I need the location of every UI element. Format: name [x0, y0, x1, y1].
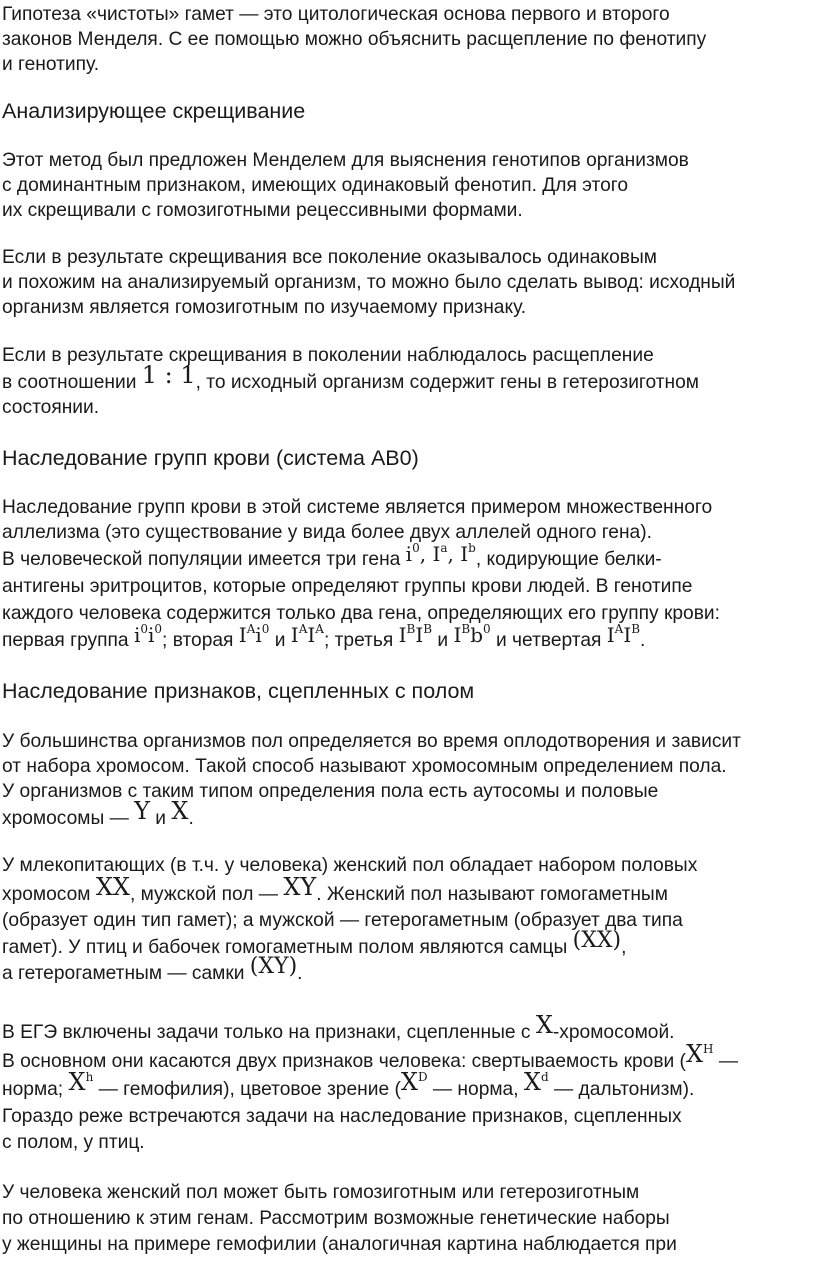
genotype-IAIB: $I^AI^B$ [606, 622, 641, 647]
xx-symbol: XX [95, 872, 130, 901]
xD-symbol: $X^D$ [400, 1068, 428, 1096]
multiple-allelism-paragraph: Наследование групп крови в этой системе является примером множественного аллелизма (это существование у вида более двух аллелей одного гена). [2, 497, 713, 543]
chromosomal-sex-paragraph: У большинства организмов пол определяется во время оплодотворения и зависит от набора хромосом. Такой способ называют хромосомным определением пола. У организмов с таким типом определения пола есть аутосомы и половые хромосомы — Y и X. [2, 731, 741, 829]
xh-symbol: $X^h$ [68, 1068, 94, 1096]
gene-i0-formula: $i^0$, $I^a$, $I^b$ [405, 541, 476, 566]
genotype-IAi0: $I^Ai^0$ [238, 622, 270, 647]
x-chromosome-symbol: X [171, 797, 189, 825]
heading-analyzing-cross: Анализирующее скрещивание [2, 99, 306, 123]
xy-symbol: XY [283, 872, 317, 901]
xH-symbol: $X^H$ [685, 1039, 714, 1068]
birds-xx-symbol: (XX) [572, 927, 622, 953]
homozygous-paragraph: Если в результате скрещивания все поколение оказывалось одинаковым и похожим на анализируемый организм, то можно было сделать вывод: исходный организм является гомозиготным по изучаемому признаку. [2, 247, 736, 318]
genotype-IBb0: $I^Bb^0$ [453, 622, 491, 647]
ratio-formula: 1 : 1 [141, 361, 196, 389]
heading-sex-linked: Наследование признаков, сцепленных с полом [2, 679, 475, 703]
genotype-i0i0: $i^0i^0$ [133, 622, 163, 647]
y-chromosome-symbol: Y [134, 797, 150, 825]
heterozygous-paragraph: Если в результате скрещивания в поколении наблюдалось расщепление в соотношении 1 : 1, то исходный организм содержит гены в гетерозиготном состоянии. [2, 345, 700, 418]
mammals-paragraph: У млекопитающих (в т.ч. у человека) женский пол обладает набором половых хромосом XX, мужской пол — XY. Женский пол называют гомогаметным (образует один тип гамет); а мужской — гетерогаметным (образует два типа гамет). У птиц и бабочек гомогаметным полом являются самцы (XX), а гетерогаметным — самки (XY). [2, 855, 698, 984]
genotype-IAIA: $I^AI^A$ [290, 622, 324, 647]
xd-symbol: $X^d$ [523, 1068, 549, 1096]
genotype-IBIB: $I^BI^B$ [398, 622, 433, 647]
x-chromosome-symbol-2: X [535, 1011, 553, 1039]
ege-paragraph: В ЕГЭ включены задачи только на признаки, сцепленные с X-хромосомой. В основном они касаются двух признаков человека: свертываемость крови ($X^H$ — норма; $X^h$ — гемофилия), цветовое зрение ($X^D$ — норма, $X^d$ — дальтонизм). Гораздо реже встречаются задачи на наследование признаков, сцепленных с полом, у птиц. [2, 1011, 739, 1153]
heading-blood-groups: Наследование групп крови (система АВ0) [2, 446, 419, 470]
female-genotypes-paragraph: У человека женский пол может быть гомозиготным или гетерозиготным по отношению к этим генам. Рассмотрим возможные генетические наборы у женщины на примере гемофилии (аналогичная картина наблюдается при [2, 1182, 677, 1255]
birds-xy-symbol: (XY) [249, 954, 298, 979]
method-paragraph: Этот метод был предложен Менделем для выяснения генотипов организмов с доминантным признаком, имеющих одинаковый фенотип. Для этого их скрещивали с гомозиготными рецессивными формами. [2, 150, 689, 221]
blood-genes-paragraph: В человеческой популяции имеется три гена $i^0$, $I^a$, $I^b$, кодирующие белки- антигены эритроцитов, которые определяют группы крови людей. В генотипе каждого человека содержится только два гена, определяющих его группу крови: первая группа $i^0i^0$; вторая $I^Ai^0$ и $I^AI^A$; третья $I^BI^B$ и $I^Bb^0$ и четвертая $I^AI^B$. [2, 541, 720, 651]
intro-paragraph: Гипотеза «чистоты» гамет — это цитологическая основа первого и второго законов Менделя. С ее помощью можно объяснить расщепление по фенотипу и генотипу. [2, 4, 707, 75]
